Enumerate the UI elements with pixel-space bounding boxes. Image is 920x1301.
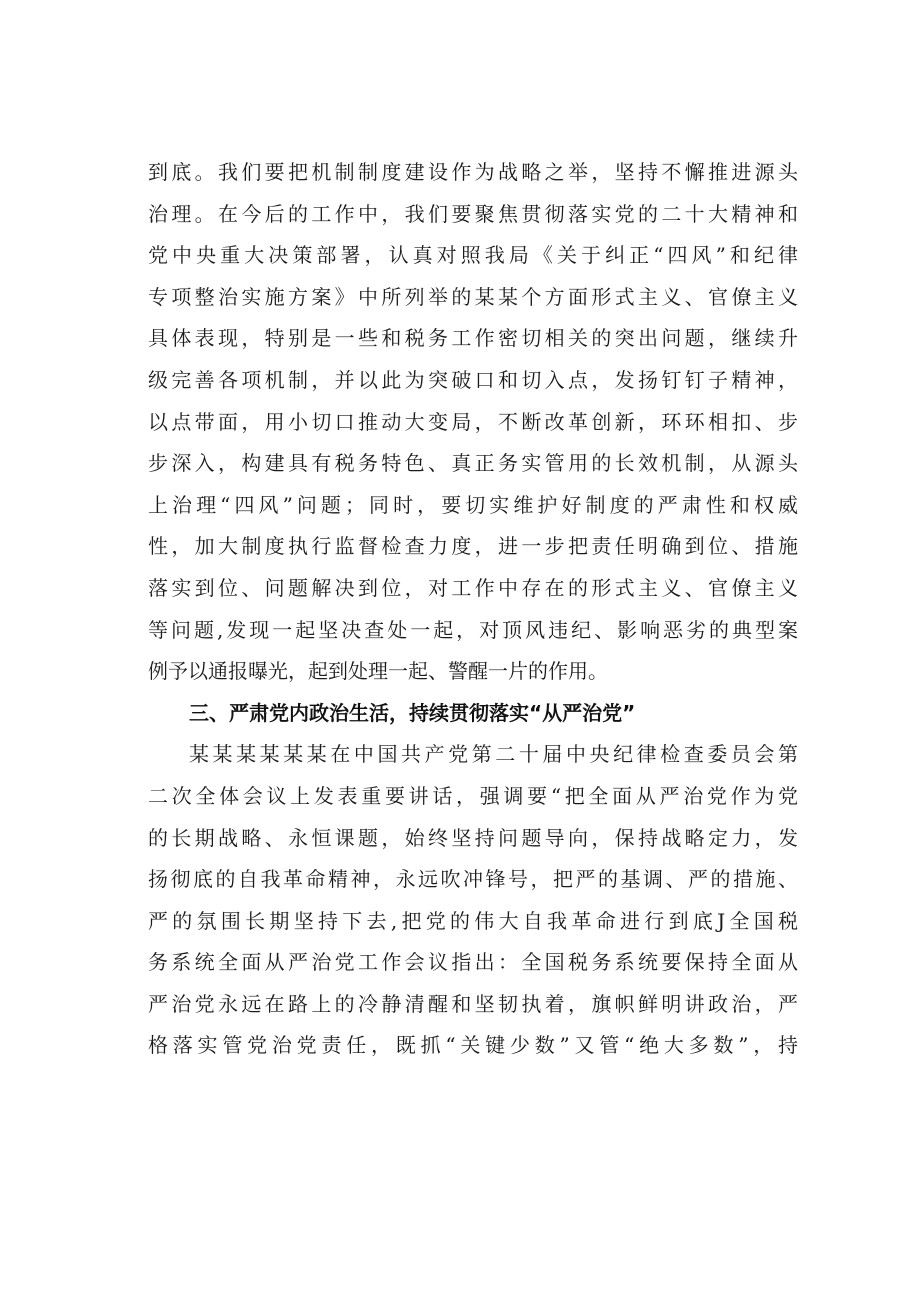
paragraph-2-line: 严治党永远在路上的冷静清醒和坚韧执着，旗帜鲜明讲政治，严 [148, 991, 798, 1016]
paragraph-1-line: 党中央重大决策部署，认真对照我局《关于纠正“四风”和纪律 [148, 243, 798, 268]
paragraph-1-line: 等问题,发现一起坚决查处一起，对顶风违纪、影响恶劣的典型案 [148, 617, 798, 642]
paragraph-1-line: 以点带面，用小切口推动大变局，不断改革创新，环环相扣、步 [148, 409, 798, 434]
paragraph-2-line: 格落实管党治党责任，既抓“关键少数”又管“绝大多数”，持 [148, 1033, 798, 1058]
paragraph-1-line: 步深入，构建具有税务特色、真正务实管用的长效机制，从源头 [148, 451, 798, 476]
paragraph-1-line: 治理。在今后的工作中，我们要聚焦贯彻落实党的二十大精神和 [148, 201, 798, 226]
paragraph-1-line: 级完善各项机制，并以此为突破口和切入点，发扬钉钉子精神， [148, 367, 798, 392]
paragraph-2-line: 严的氛围长期坚持下去,把党的伟大自我革命进行到底J全国税 [148, 908, 798, 933]
paragraph-1-line: 性，加大制度执行监督检查力度，进一步把责任明确到位、措施 [148, 534, 798, 559]
section-heading-3: 三、严肃党内政治生活，持续贯彻落实“从严治党” [189, 700, 636, 725]
paragraph-1-line: 到底。我们要把机制制度建设作为战略之举，坚持不懈推进源头 [148, 160, 798, 184]
paragraph-1-last-line: 例予以通报曝光，起到处理一起、警醒一片的作用。 [148, 659, 608, 684]
paragraph-2-line: 的长期战略、永恒课题，始终坚持问题导向，保持战略定力，发 [148, 825, 798, 850]
paragraph-1-line: 专项整治实施方案》中所列举的某某个方面形式主义、官僚主义 [148, 284, 798, 309]
paragraph-2-line: 扬彻底的自我革命精神，永远吹冲锋号，把严的基调、严的措施、 [148, 867, 798, 892]
paragraph-2-first-line: 某某某某某某在中国共产党第二十届中央纪律检查委员会第 [189, 742, 798, 767]
paragraph-2-line: 二次全体会议上发表重要讲话，强调要“把全面从严治党作为党 [148, 783, 798, 808]
paragraph-1-line: 上治理“四风”问题；同时，要切实维护好制度的严肃性和权威 [148, 492, 798, 517]
document-body [148, 152, 798, 1067]
paragraph-1-line: 具体表现，特别是一些和税务工作密切相关的突出问题，继续升 [148, 326, 798, 351]
paragraph-1-line: 落实到位、问题解决到位，对工作中存在的形式主义、官僚主义 [148, 575, 798, 600]
paragraph-2-line: 务系统全面从严治党工作会议指出：全国税务系统要保持全面从 [148, 950, 798, 975]
